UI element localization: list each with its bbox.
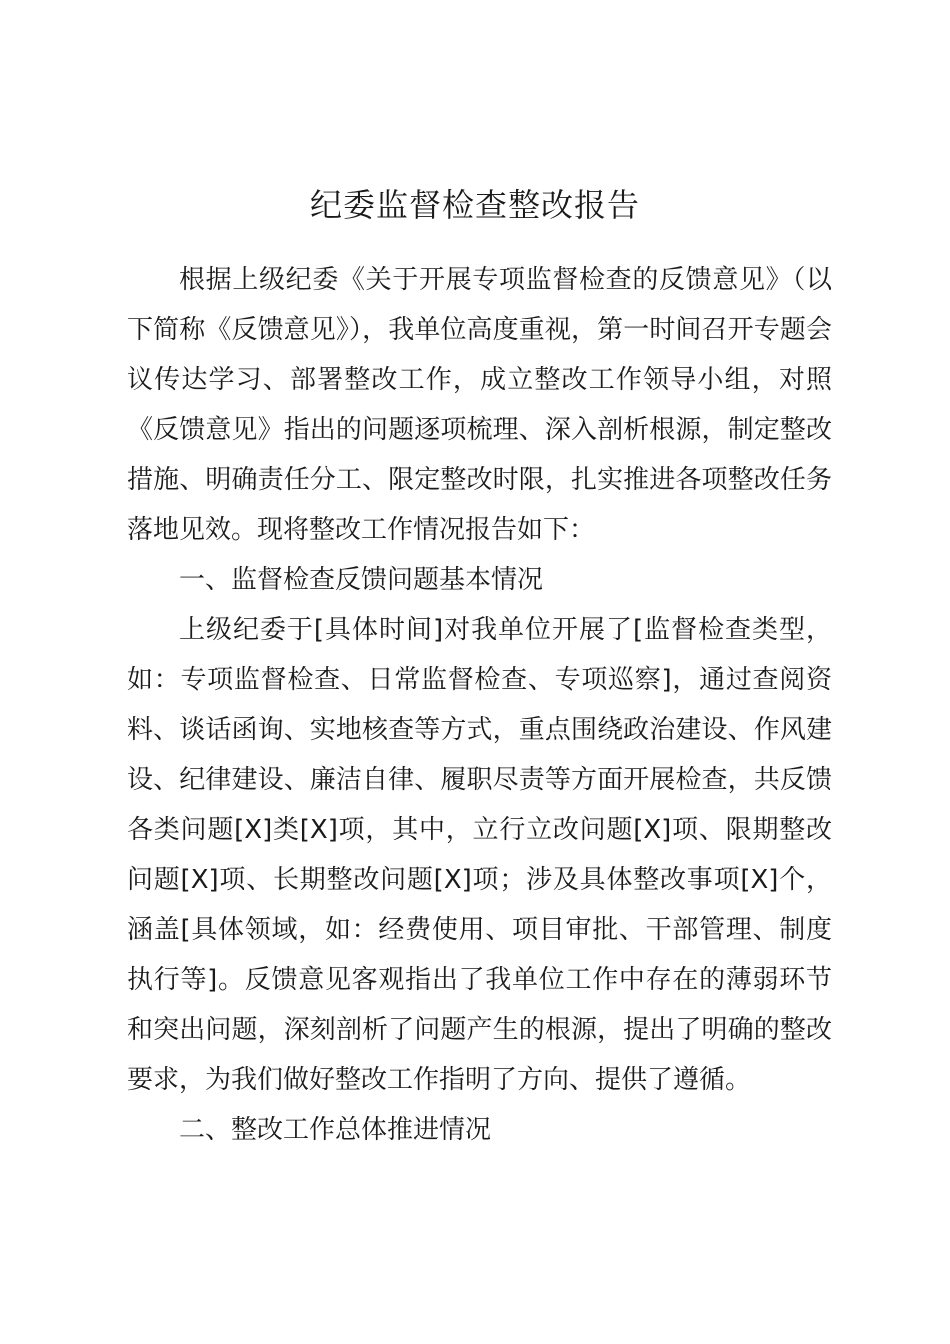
section-heading-2: 二、整改工作总体推进情况: [179, 1115, 492, 1145]
intro-paragraph: 根据上级纪委《关于开展专项监督检查的反馈意见》（以下简称《反馈意见》），我单位高度重视，第一时间召开专题会议传达学习、部署整改工作，成立整改工作领导小组，对照《反馈意见》指出的问题逐项梳理、深入剖析根源，制定整改措施、明确责任分工、限定整改时限，扎实推进各项整改任务落地见效。现将整改工作情况报告如下：: [127, 265, 832, 545]
section-heading-1: 一、监督检查反馈问题基本情况: [179, 565, 544, 595]
document-body: [127, 255, 832, 1155]
section-1-paragraph: 上级纪委于[具体时间]对我单位开展了[监督检查类型，如：专项监督检查、日常监督检查、专项巡察]，通过查阅资料、谈话函询、实地核查等方式，重点围绕政治建设、作风建设、纪律建设、廉洁自律、履职尽责等方面开展检查，共反馈各类问题[X]类[X]项，其中，立行立改问题[X]项、限期整改问题[X]项、长期整改问题[X]项；涉及具体整改事项[X]个，涵盖[具体领域，如：经费使用、项目审批、干部管理、制度执行等]。反馈意见客观指出了我单位工作中存在的薄弱环节和突出问题，深刻剖析了问题产生的根源，提出了明确的整改要求，为我们做好整改工作指明了方向、提供了遵循。: [127, 615, 832, 1095]
document-title: 纪委监督检查整改报告: [309, 186, 640, 224]
